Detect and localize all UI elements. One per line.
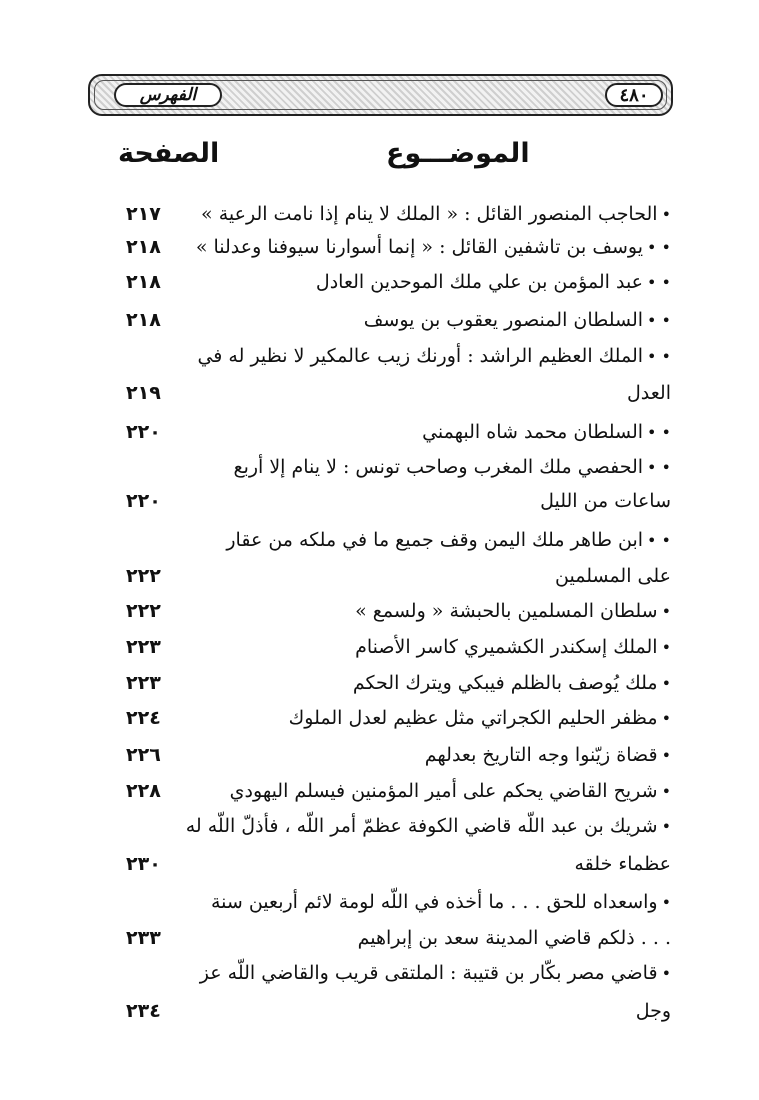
- toc-entry-text: قضاة زيّنوا وجه التاريخ بعدلهم: [424, 744, 658, 766]
- toc-entry: [226, 529, 671, 551]
- toc-entry: [422, 421, 671, 443]
- toc-page-number: ٢٢٢: [126, 565, 161, 587]
- toc-entry-text: يوسف بن تاشفين القائل : « إنما أسوارنا سيوفنا وعدلنا »: [195, 236, 644, 258]
- toc-entry-text: الملك إسكندر الكشميري كاسر الأصنام: [355, 636, 658, 658]
- toc-page-number: ٢٣٣: [126, 927, 161, 949]
- toc-entry: [425, 744, 671, 766]
- toc-entry-text: واسعداه للحق . . . ما أخذه في اللّه لومة لائم أربعين سنة: [210, 891, 658, 913]
- toc-page-number: ٢١٨: [126, 271, 161, 293]
- bullet-icon: •: [661, 964, 671, 983]
- bullet-icon: • •: [647, 423, 671, 442]
- toc-entry-continuation: [555, 565, 671, 587]
- bullet-icon: • •: [647, 311, 671, 330]
- toc-page-number: ٢٢٣: [126, 672, 161, 694]
- bullet-icon: •: [661, 817, 671, 836]
- toc-entry-text: مظفر الحليم الكجراتي مثل عظيم لعدل الملوك: [288, 707, 658, 729]
- toc-entry-text: الملك العظيم الراشد : أورنك زيب عالمكير لا نظير له في: [197, 345, 644, 367]
- toc-entry-text: ساعات من الليل: [540, 490, 671, 512]
- toc-page-number: ٢٢٠: [126, 421, 161, 443]
- toc-entry: [355, 600, 671, 622]
- toc-page-number: ٢١٨: [126, 236, 161, 258]
- toc-entry-text: . . . ذلكم قاضي المدينة سعد بن إبراهيم: [357, 927, 671, 949]
- bullet-icon: •: [661, 638, 671, 657]
- toc-page-number: ٢١٨: [126, 309, 161, 331]
- toc-entry-text: شريح القاضي يحكم على أمير المؤمنين فيسلم اليهودي: [229, 780, 658, 802]
- section-label: الفهرس: [114, 83, 222, 107]
- toc-entry-text: الحفصي ملك المغرب وصاحب تونس : لا ينام إلا أربع: [233, 456, 644, 478]
- toc-entry-continuation: [574, 853, 671, 875]
- toc-page-number: ٢٢٨: [126, 780, 161, 802]
- toc-page-number: ٢٢٤: [126, 707, 161, 729]
- toc-entry-text: وجل: [635, 1000, 671, 1022]
- toc-entry: [200, 962, 671, 984]
- toc-entry-text: سلطان المسلمين بالحبشة « ولسمع »: [355, 600, 658, 622]
- toc-page-number: ٢٣٠: [126, 853, 161, 875]
- bullet-icon: • •: [647, 238, 671, 257]
- toc-entry-text: ابن طاهر ملك اليمن وقف جميع ما في ملكه من عقار: [226, 529, 644, 551]
- toc-entry-text: السلطان محمد شاه البهمني: [422, 421, 644, 443]
- toc-entry: [196, 236, 671, 258]
- bullet-icon: • •: [647, 531, 671, 550]
- bullet-icon: • •: [647, 458, 671, 477]
- toc-entry-text: قاضي مصر بكّار بن قتيبة : الملتقى قريب والقاضي اللّه عز: [199, 962, 658, 984]
- toc-entry-text: على المسلمين: [555, 565, 671, 587]
- toc-entry-text: السلطان المنصور يعقوب بن يوسف: [363, 309, 644, 331]
- toc-entry-continuation: [358, 927, 671, 949]
- toc-page-number: ٢٢٠: [126, 490, 161, 512]
- toc-entry-continuation: [636, 1000, 671, 1022]
- bullet-icon: • •: [647, 347, 671, 366]
- bullet-icon: •: [661, 674, 671, 693]
- toc-entry: [364, 309, 671, 331]
- bullet-icon: •: [661, 893, 671, 912]
- toc-entry: [230, 780, 671, 802]
- topic-column-header: الموضـــوع: [386, 138, 530, 169]
- bullet-icon: •: [661, 746, 671, 765]
- toc-page-number: ٢١٩: [126, 382, 161, 404]
- toc-entry: [186, 815, 671, 837]
- toc-entry: [197, 345, 671, 367]
- bullet-icon: •: [661, 205, 671, 224]
- toc-page-number: ٢٣٤: [126, 1000, 161, 1022]
- toc-entry-text: ملك يُوصف بالظلم فيبكي ويترك الحكم: [352, 672, 658, 694]
- toc-entry: [233, 456, 671, 478]
- toc-page-number: ٢٢٦: [126, 744, 161, 766]
- toc-entry-text: العدل: [626, 382, 671, 404]
- bullet-icon: •: [661, 709, 671, 728]
- toc-entry: [289, 707, 671, 729]
- toc-entry: [211, 891, 671, 913]
- toc-entry: [355, 636, 671, 658]
- bullet-icon: •: [661, 602, 671, 621]
- bullet-icon: • •: [647, 273, 671, 292]
- toc-entry-text: عبد المؤمن بن علي ملك الموحدين العادل: [315, 271, 644, 293]
- page-number: ٤٨٠: [605, 83, 663, 107]
- toc-entry-text: عظماء خلقه: [574, 853, 671, 875]
- toc-entry-continuation: [627, 382, 671, 404]
- toc-entry-continuation: [540, 490, 671, 512]
- toc-entry-text: الحاجب المنصور القائل : « الملك لا ينام إذا نامت الرعية »: [201, 203, 658, 225]
- toc-page-number: ٢٢٢: [126, 600, 161, 622]
- page-column-header: الصفحة: [118, 138, 220, 169]
- toc-entry: [201, 203, 671, 225]
- toc-entry: [353, 672, 671, 694]
- toc-entry-text: شريك بن عبد اللّه قاضي الكوفة عظمّ أمر اللّه ، فأذلّ اللّه له: [185, 815, 658, 837]
- bullet-icon: •: [661, 782, 671, 801]
- toc-entry: [316, 271, 671, 293]
- header-frame: [88, 74, 673, 116]
- toc-page-number: ٢١٧: [126, 203, 161, 225]
- toc-page-number: ٢٢٣: [126, 636, 161, 658]
